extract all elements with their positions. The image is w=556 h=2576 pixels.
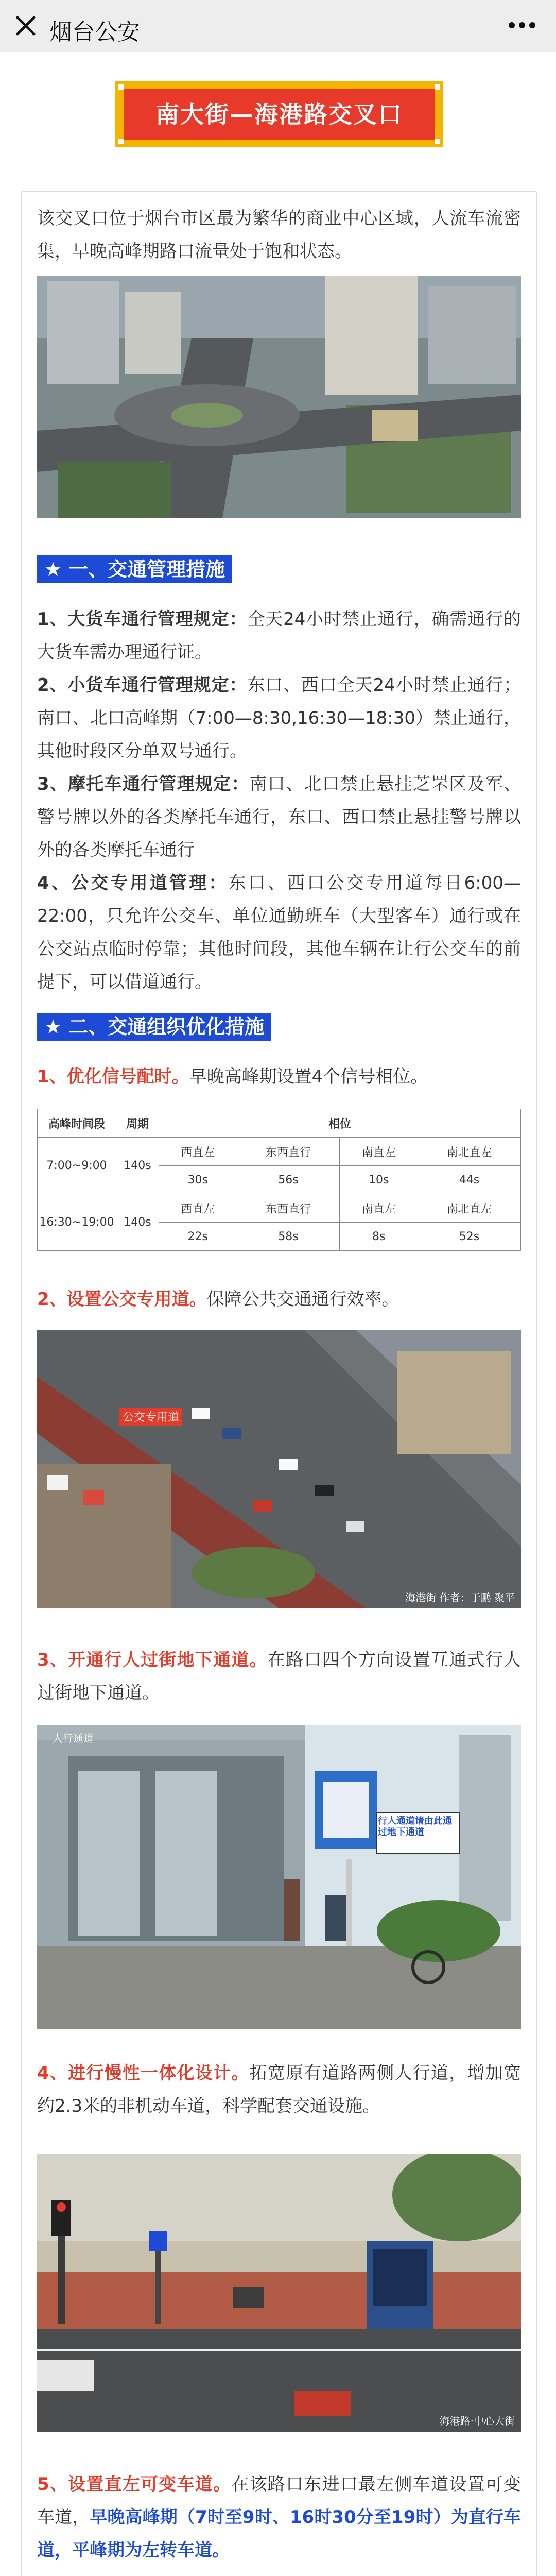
row2-name-1: 西直左 xyxy=(159,1194,237,1223)
row2-value-3: 8s xyxy=(340,1223,418,1251)
s1-item-4-lead: 4、公交专用道管理： xyxy=(37,873,229,893)
s1-item-1-lead: 1、大货车通行管理规定： xyxy=(37,609,248,630)
row1-value-3: 10s xyxy=(340,1166,418,1194)
row2-value-2: 58s xyxy=(237,1223,340,1251)
article-page xyxy=(0,52,556,2576)
table-row xyxy=(38,1194,521,1223)
measure-5-text-a: 在该路口东进口最左侧车道设置可变车道， xyxy=(37,2474,521,2528)
row2-value-1: 22s xyxy=(159,1223,237,1251)
intersection-aerial-photo xyxy=(37,276,521,518)
header-phase: 相位 xyxy=(159,1109,521,1138)
s1-item-4-text: 东口、西口公交专用道每日6:00—22:00，只允许公交车、单位通勤班车（大型客车）通行或在公交站点临时停靠；其他时间段，其他车辆在让行公交车的前提下，可以借道通行。 xyxy=(37,873,521,992)
row1-name-4: 南北直左 xyxy=(418,1138,521,1166)
measure-5-text-b: 早晚高峰期（7时至9时、16时30分至19时）为直行车道，平峰期为左转车道。 xyxy=(37,2507,522,2561)
measure-2-text: 保障公共交通通行效率。 xyxy=(206,1289,399,1310)
table-header-row xyxy=(38,1109,521,1138)
measure-4 xyxy=(37,2057,521,2123)
section2-heading: ★ 二、交通组织优化措施 xyxy=(37,1013,271,1041)
s1-item-3-text: 南口、北口禁止悬挂芝罘区及军、警号牌以外的各类摩托车通行，东口、西口禁止悬挂警号牌以外的各类摩托车通行 xyxy=(37,774,521,860)
measure-5 xyxy=(37,2468,521,2567)
more-icon[interactable] xyxy=(507,18,537,33)
underpass-sign-text: 行人通道请由此通过地下通道 xyxy=(378,1816,452,1838)
row1-time: 7:00~9:00 xyxy=(38,1138,116,1194)
row1-value-2: 56s xyxy=(237,1166,340,1194)
row2-name-2: 东西直行 xyxy=(237,1194,340,1223)
measure-3-title: 3、开通行人过街地下通道。 xyxy=(37,1650,268,1670)
slow-lane-photo xyxy=(37,2154,521,2432)
s1-item-3-lead: 3、摩托车通行管理规定： xyxy=(37,774,250,794)
bus-lane-label: 公交专用道 xyxy=(119,1408,182,1426)
measure-2 xyxy=(37,1283,521,1316)
s1-item-2-lead: 2、小货车通行管理规定： xyxy=(37,675,248,696)
measure-5-title: 5、设置直左可变车道。 xyxy=(37,2474,232,2495)
title-banner xyxy=(115,81,443,147)
s1-item-3 xyxy=(37,768,521,867)
row2-name-4: 南北直左 xyxy=(418,1194,521,1223)
row2-time: 16:30~19:00 xyxy=(38,1194,116,1251)
row2-value-4: 52s xyxy=(418,1223,521,1251)
underpass-scene xyxy=(37,1725,521,2029)
measure-4-text: 拓宽原有道路两侧人行道，增加宽约2.3米的非机动车道，科学配套交通设施。 xyxy=(37,2063,521,2116)
intro-paragraph: 该交叉口位于烟台市区最为繁华的商业中心区域，人流车流密集，早晚高峰期路口流量处于饱和状态。 xyxy=(37,208,521,262)
row2-cycle: 140s xyxy=(116,1194,159,1251)
measure-1-text: 早晚高峰期设置4个信号相位。 xyxy=(189,1066,428,1087)
close-icon[interactable] xyxy=(11,11,40,40)
header-cycle: 周期 xyxy=(116,1109,159,1138)
row2-name-3: 南直左 xyxy=(340,1194,418,1223)
row1-name-3: 南直左 xyxy=(340,1138,418,1166)
article-body xyxy=(21,191,537,2576)
measure-4-title: 4、进行慢性一体化设计。 xyxy=(37,2063,250,2083)
measure-1 xyxy=(37,1060,521,1093)
row1-value-1: 30s xyxy=(159,1166,237,1194)
signal-timing-table xyxy=(37,1109,521,1251)
table-row xyxy=(38,1138,521,1166)
s1-item-2 xyxy=(37,669,521,768)
row1-name-2: 东西直行 xyxy=(237,1138,340,1166)
measure-3 xyxy=(37,1643,521,1709)
header-period: 高峰时间段 xyxy=(38,1109,116,1138)
row1-cycle: 140s xyxy=(116,1138,159,1194)
underpass-photo xyxy=(37,1725,521,2029)
s1-item-4 xyxy=(37,867,521,998)
measure-3-text: 在路口四个方向设置互通式行人过街地下通道。 xyxy=(37,1650,521,1703)
underpass-watermark: 人行通道 xyxy=(53,1732,94,1744)
s1-item-2-text: 东口、西口全天24小时禁止通行；南口、北口高峰期（7:00—8:30,16:30—18:30）禁止通行，其他时段区分单双号通行。 xyxy=(37,675,521,761)
app-title: 烟台公安 xyxy=(49,19,140,45)
bus-lane-watermark: 海港街 作者：于鹏 聚平 xyxy=(405,1591,515,1604)
banner-title: 南大街—海港路交叉口 xyxy=(124,89,435,140)
top-bar xyxy=(0,0,556,52)
bus-lane-scene xyxy=(37,1330,521,1608)
s1-item-1 xyxy=(37,603,521,669)
measure-2-title: 2、设置公交专用道。 xyxy=(37,1289,207,1310)
bus-lane-photo xyxy=(37,1330,521,1608)
s1-item-1-text: 全天24小时禁止通行，确需通行的大货车需办理通行证。 xyxy=(37,609,521,663)
measure-1-title: 1、优化信号配时。 xyxy=(37,1066,189,1087)
slow-lane-scene xyxy=(37,2154,521,2432)
slow-lane-watermark: 海港路·中心大街 xyxy=(439,2415,515,2427)
row1-name-1: 西直左 xyxy=(159,1138,237,1166)
row1-value-4: 44s xyxy=(418,1166,521,1194)
section1-heading: ★ 一、交通管理措施 xyxy=(37,555,232,583)
